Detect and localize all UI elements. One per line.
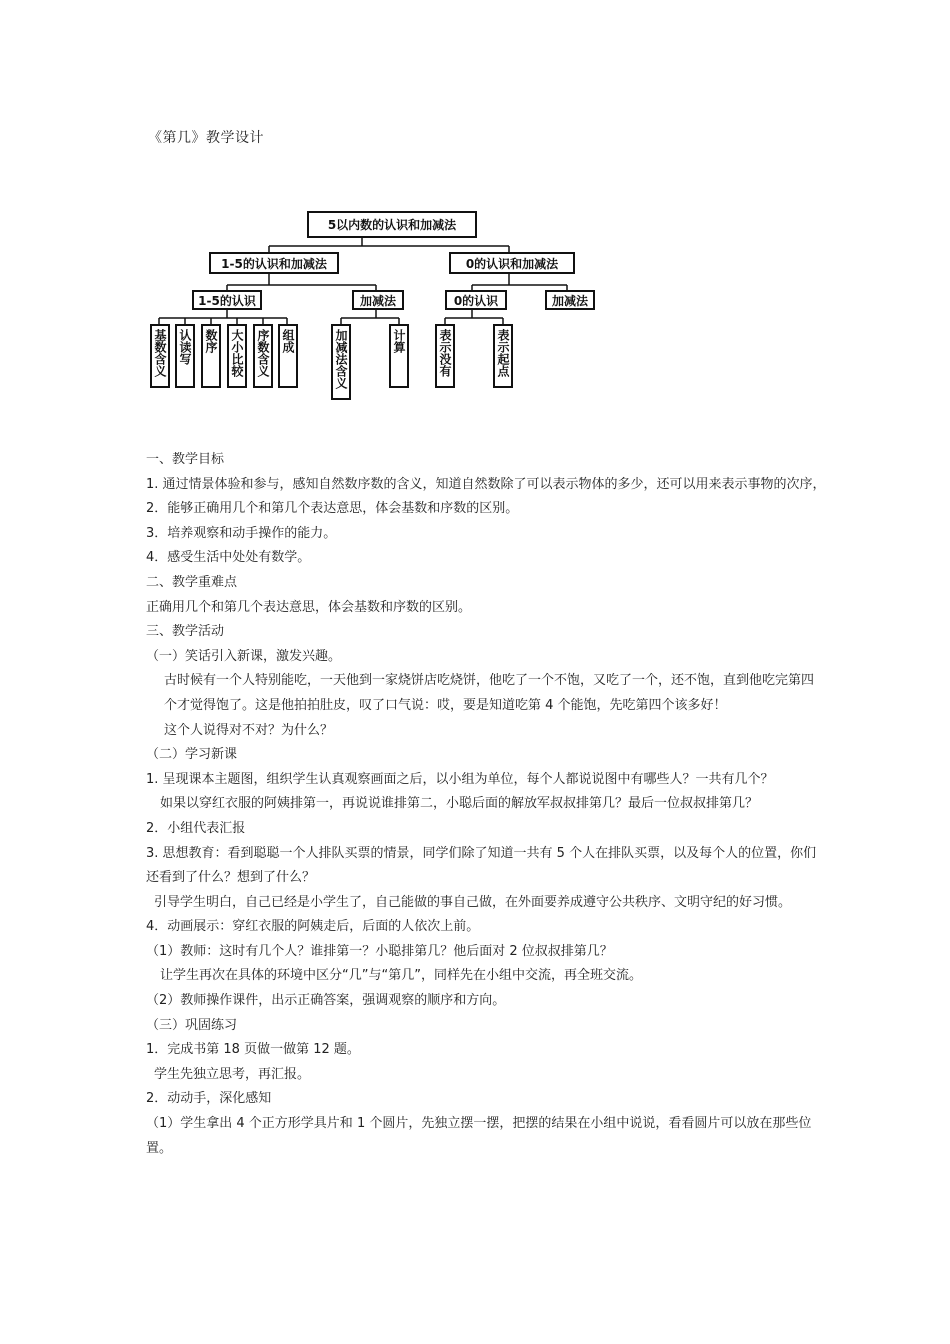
paragraph: 2．动动手，深化感知 <box>146 1091 272 1107</box>
paragraph: 让学生再次在具体的环境中区分“几”与“第几”，同样先在小组中交流，再全班交流。 <box>160 968 642 984</box>
paragraph: 1. 呈现课本主题图，组织学生认真观察画面之后，以小组为单位，每个人都说说图中有哪些人？一共有几个？ <box>146 771 774 787</box>
tree-leaf-cardinal: 基数含义 <box>150 324 170 388</box>
section-heading: 三、教学活动 <box>146 624 225 640</box>
subsection-heading: （一）笑话引入新课，激发兴趣。 <box>146 648 342 664</box>
tree-node-0-operations: 0的认识和加减法 <box>449 252 575 274</box>
paragraph: 4．感受生活中处处有数学。 <box>146 550 311 566</box>
tree-leaf-ordinal: 序数含义 <box>253 324 273 388</box>
document-title: 《第几》教学设计 <box>148 130 264 146</box>
paragraph: 学生先独立思考，再汇报。 <box>154 1066 311 1082</box>
tree-leaf-comparison: 大小比较 <box>227 324 247 388</box>
paragraph: 4．动画展示：穿红衣服的阿姨走后，后面的人依次上前。 <box>146 919 480 935</box>
paragraph: （1）学生拿出 4 个正方形学具片和 1 个圆片，先独立摆一摆，把摆的结果在小组中说说，看看圆片可以放在那些位置。 <box>146 1116 812 1156</box>
tree-leaf-number-order: 数序 <box>201 324 221 388</box>
paragraph: 1．完成书第 18 页做一做第 12 题。 <box>146 1042 360 1058</box>
paragraph: 如果以穿红衣服的阿姨排第一，再说说谁排第二，小聪后面的解放军叔叔排第几？最后一位叔叔排第几？ <box>160 796 759 812</box>
paragraph: （2）教师操作课件，出示正确答案，强调观察的顺序和方向。 <box>146 993 506 1009</box>
subsection-heading: （三）巩固练习 <box>146 1017 238 1033</box>
paragraph: 3. 思想教育：看到聪聪一个人排队买票的情景，同学们除了知道一共有 5 个人在排队买票，以及每个人的位置，你们还看到了什么？想到了什么？ <box>146 845 817 886</box>
tree-node-0-recognition: 0的认识 <box>445 290 507 310</box>
tree-leaf-operation-meaning: 加减法含义 <box>331 324 351 400</box>
tree-node-add-subtract-left: 加减法 <box>352 290 404 310</box>
tree-leaf-calculation: 计算 <box>389 324 409 388</box>
paragraph: 3．培养观察和动手操作的能力。 <box>146 525 337 541</box>
tree-root: 5以内数的认识和加减法 <box>307 211 477 238</box>
tree-leaf-composition: 组成 <box>278 324 298 388</box>
paragraph: 这个人说得对不对？为什么？ <box>164 722 334 738</box>
paragraph: 正确用几个和第几个表达意思，体会基数和序数的区别。 <box>146 599 472 615</box>
subsection-heading: （二）学习新课 <box>146 747 238 763</box>
paragraph: （1）教师：这时有几个人？谁排第一？小聪排第几？他后面对 2 位叔叔排第几？ <box>146 943 613 959</box>
document-body <box>146 448 826 1161</box>
paragraph: 2．能够正确用几个和第几个表达意思，体会基数和序数的区别。 <box>146 501 519 517</box>
paragraph: 1. 通过情景体验和参与，感知自然数序数的含义，知道自然数除了可以表示物体的多少，还可以用来表示事物的次序， <box>146 476 826 492</box>
tree-leaf-read-write: 认读写 <box>175 324 195 388</box>
paragraph: 引导学生明白，自己已经是小学生了，自己能做的事自己做，在外面要养成遵守公共秩序、文明守纪的好习惯。 <box>154 894 792 910</box>
tree-leaf-starting-point: 表示起点 <box>493 324 513 388</box>
section-heading: 一、教学目标 <box>146 452 225 467</box>
paragraph: 2．小组代表汇报 <box>146 820 246 836</box>
tree-node-1-5-operations: 1-5的认识和加减法 <box>209 252 339 274</box>
section-heading: 二、教学重难点 <box>146 574 238 590</box>
tree-node-add-subtract-right: 加减法 <box>545 290 595 310</box>
knowledge-tree-diagram <box>147 206 617 406</box>
paragraph: 古时候有一个人特别能吃，一天他到一家烧饼店吃烧饼，他吃了一个不饱，又吃了一个，还不饱，直到他吃完第四个才觉得饱了。这是他拍拍肚皮，叹了口气说：哎，要是知道吃第 4 个能饱，先吃第四个该多好！ <box>164 673 815 713</box>
tree-node-1-5-recognition: 1-5的认识 <box>192 290 262 310</box>
tree-leaf-means-nothing: 表示没有 <box>435 324 455 388</box>
